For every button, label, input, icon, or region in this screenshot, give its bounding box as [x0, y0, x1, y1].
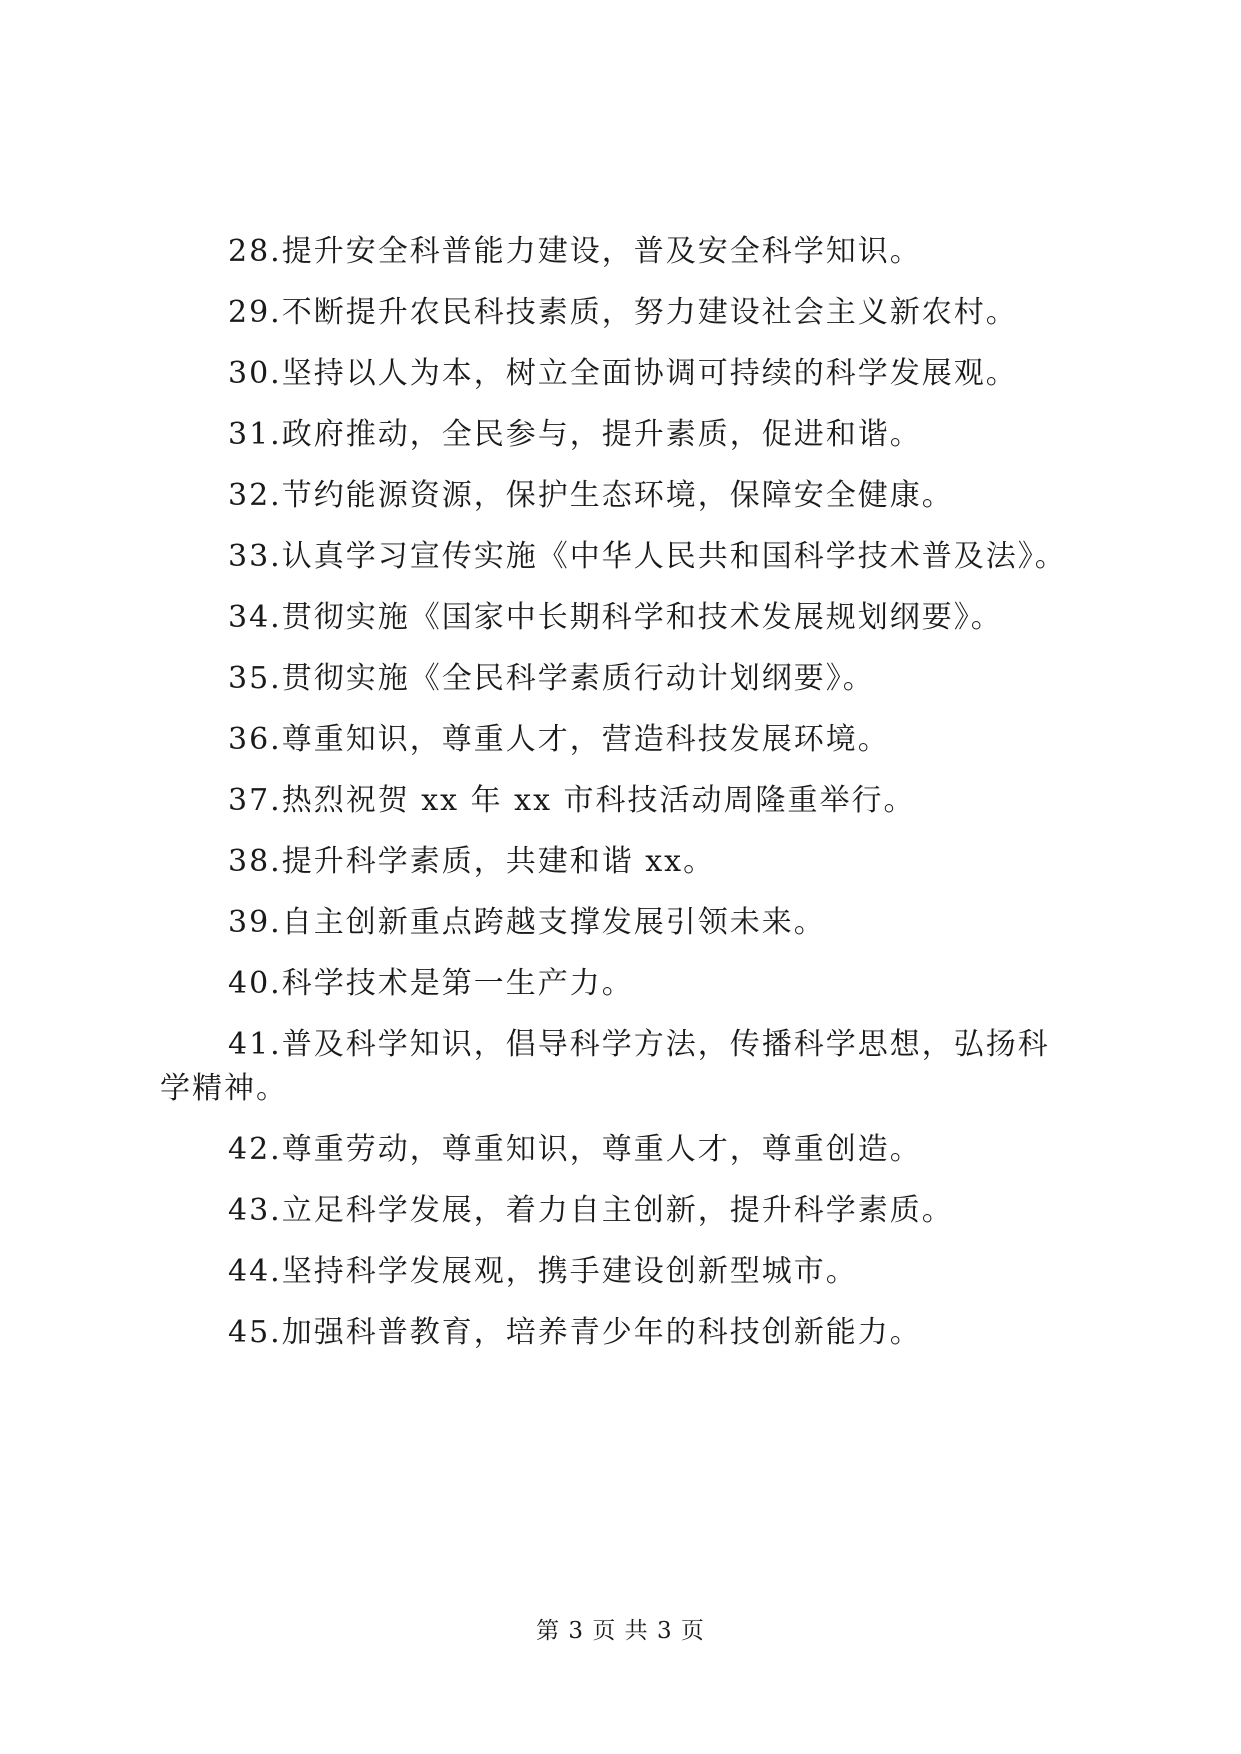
list-item: 45.加强科普教育，培养青少年的科技创新能力。 — [228, 1315, 922, 1350]
list-item: 40.科学技术是第一生产力。 — [228, 966, 634, 1001]
list-item: 37.热烈祝贺 xx 年 xx 市科技活动周隆重举行。 — [228, 783, 916, 818]
list-item: 43.立足科学发展，着力自主创新，提升科学素质。 — [228, 1193, 954, 1228]
document-body — [160, 230, 1080, 1372]
list-item: 36.尊重知识，尊重人才，营造科技发展环境。 — [228, 722, 890, 757]
list-item: 28.提升安全科普能力建设，普及安全科学知识。 — [228, 234, 922, 269]
list-item: 38.提升科学素质，共建和谐 xx。 — [228, 844, 716, 879]
page-footer: 第 3 页 共 3 页 — [536, 1618, 705, 1644]
list-item: 34.贯彻实施《国家中长期科学和技术发展规划纲要》。 — [228, 600, 1003, 635]
list-item: 29.不断提升农民科技素质，努力建设社会主义新农村。 — [228, 295, 1018, 330]
list-item: 39.自主创新重点跨越支撑发展引领未来。 — [228, 905, 826, 940]
list-item: 31.政府推动，全民参与，提升素质，促进和谐。 — [228, 417, 922, 452]
list-item: 32.节约能源资源，保护生态环境，保障安全健康。 — [228, 478, 954, 513]
list-item: 44.坚持科学发展观，携手建设创新型城市。 — [228, 1254, 858, 1289]
list-item: 30.坚持以人为本，树立全面协调可持续的科学发展观。 — [228, 356, 1018, 391]
list-item: 42.尊重劳动，尊重知识，尊重人才，尊重创造。 — [228, 1132, 922, 1167]
list-item: 35.贯彻实施《全民科学素质行动计划纲要》。 — [228, 661, 875, 696]
list-item: 33.认真学习宣传实施《中华人民共和国科学技术普及法》。 — [228, 539, 1067, 574]
list-item: 41.普及科学知识，倡导科学方法，传播科学思想，弘扬科学精神。 — [160, 1027, 1050, 1106]
